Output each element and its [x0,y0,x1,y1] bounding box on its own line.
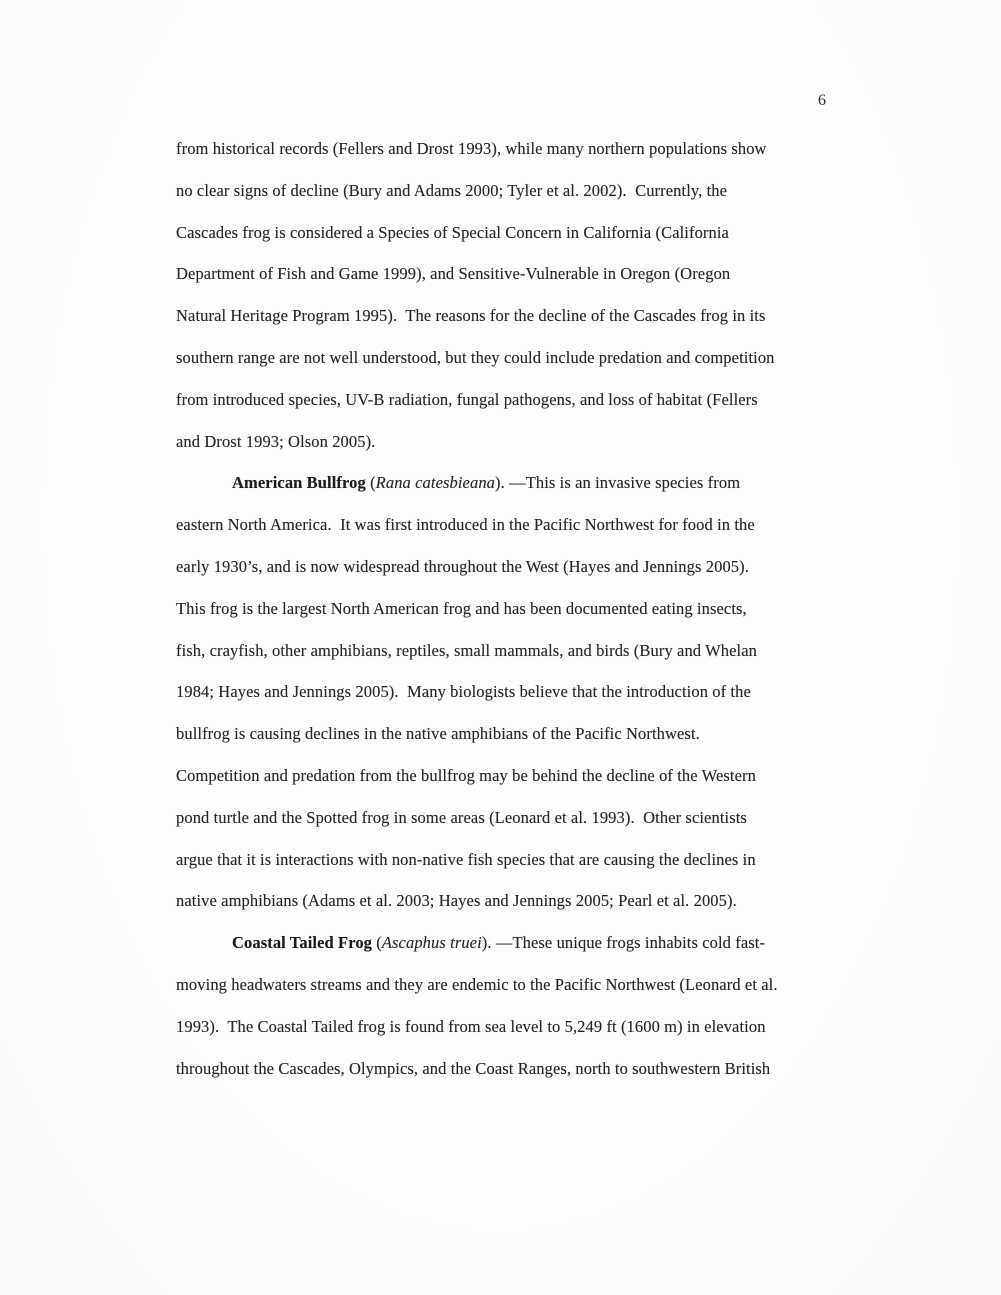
text-line [176,253,848,295]
text-segment: 1993). The Coastal Tailed frog is found from sea level to 5,249 ft (1600 m) in elevation [176,1016,766,1036]
text-segment: ( [365,473,376,493]
text-segment: bullfrog is causing declines in the native amphibians of the Pacific Northwest. [176,724,700,744]
text-line [176,671,848,713]
text-line [176,295,848,337]
text-segment: ( [372,933,382,953]
text-line [176,337,848,379]
text-line [176,546,848,588]
text-segment: and Drost 1993; Olson 2005). [176,431,376,451]
text-segment: argue that it is interactions with non-native fish species that are causing the declines in [176,849,756,869]
text-segment: ). —These unique frogs inhabits cold fast- [481,933,766,953]
text-line [176,128,848,170]
text-segment: throughout the Cascades, Olympics, and the Coast Ranges, north to southwestern British [176,1058,771,1078]
text-segment: moving headwaters streams and they are endemic to the Pacific Northwest (Leonard et al. [176,974,778,994]
species-latin-name: Ascaphus truei [381,933,482,953]
paragraph-cascades-frog-status [176,128,848,462]
paragraph-american-bullfrog [176,462,848,922]
text-line [176,462,848,504]
text-line [176,421,848,463]
text-segment: Natural Heritage Program 1995). The reasons for the decline of the Cascades frog in its [176,306,766,326]
text-line [176,1048,848,1090]
text-segment: Department of Fish and Game 1999), and Sensitive-Vulnerable in Oregon (Oregon [176,264,731,284]
text-segment: southern range are not well understood, but they could include predation and competition [176,347,775,367]
text-segment: This frog is the largest North American frog and has been documented eating insects, [176,598,747,618]
text-segment: eastern North America. It was first introduced in the Pacific Northwest for food in the [176,515,755,535]
text-segment: native amphibians (Adams et al. 2003; Hayes and Jennings 2005; Pearl et al. 2005). [176,891,737,911]
text-line [176,504,848,546]
species-common-name: Coastal Tailed Frog [232,933,373,953]
text-segment: from introduced species, UV-B radiation, fungal pathogens, and loss of habitat (Fellers [176,389,758,409]
text-segment: pond turtle and the Spotted frog in some areas (Leonard et al. 1993). Other scientists [176,807,747,827]
text-segment: no clear signs of decline (Bury and Adams 2000; Tyler et al. 2002). Currently, the [176,180,728,200]
text-segment: Cascades frog is considered a Species of Special Concern in California (California [176,222,729,242]
text-line [176,170,848,212]
text-segment: ). —This is an invasive species from [495,473,741,493]
text-line [176,755,848,797]
paragraph-coastal-tailed-frog [176,922,848,1089]
text-line [176,713,848,755]
text-segment: 1984; Hayes and Jennings 2005). Many biologists believe that the introduction of the [176,682,751,702]
text-line [176,1006,848,1048]
page-number: 6 [818,92,827,109]
species-common-name: American Bullfrog [232,473,366,493]
text-segment: fish, crayfish, other amphibians, reptiles, small mammals, and birds (Bury and Whelan [176,640,757,660]
species-latin-name: Rana catesbieana [375,473,496,493]
text-line [176,379,848,421]
text-segment: early 1930’s, and is now widespread throughout the West (Hayes and Jennings 2005). [176,556,749,576]
text-line [176,964,848,1006]
text-segment: from historical records (Fellers and Drost 1993), while many northern populations show [176,139,767,158]
text-line [176,212,848,254]
text-line [176,839,848,881]
text-line [176,880,848,922]
document-body [176,128,848,1089]
text-line [176,630,848,672]
text-segment: Competition and predation from the bullfrog may be behind the decline of the Western [176,765,756,785]
text-line [176,922,848,964]
text-line [176,797,848,839]
text-line [176,588,848,630]
